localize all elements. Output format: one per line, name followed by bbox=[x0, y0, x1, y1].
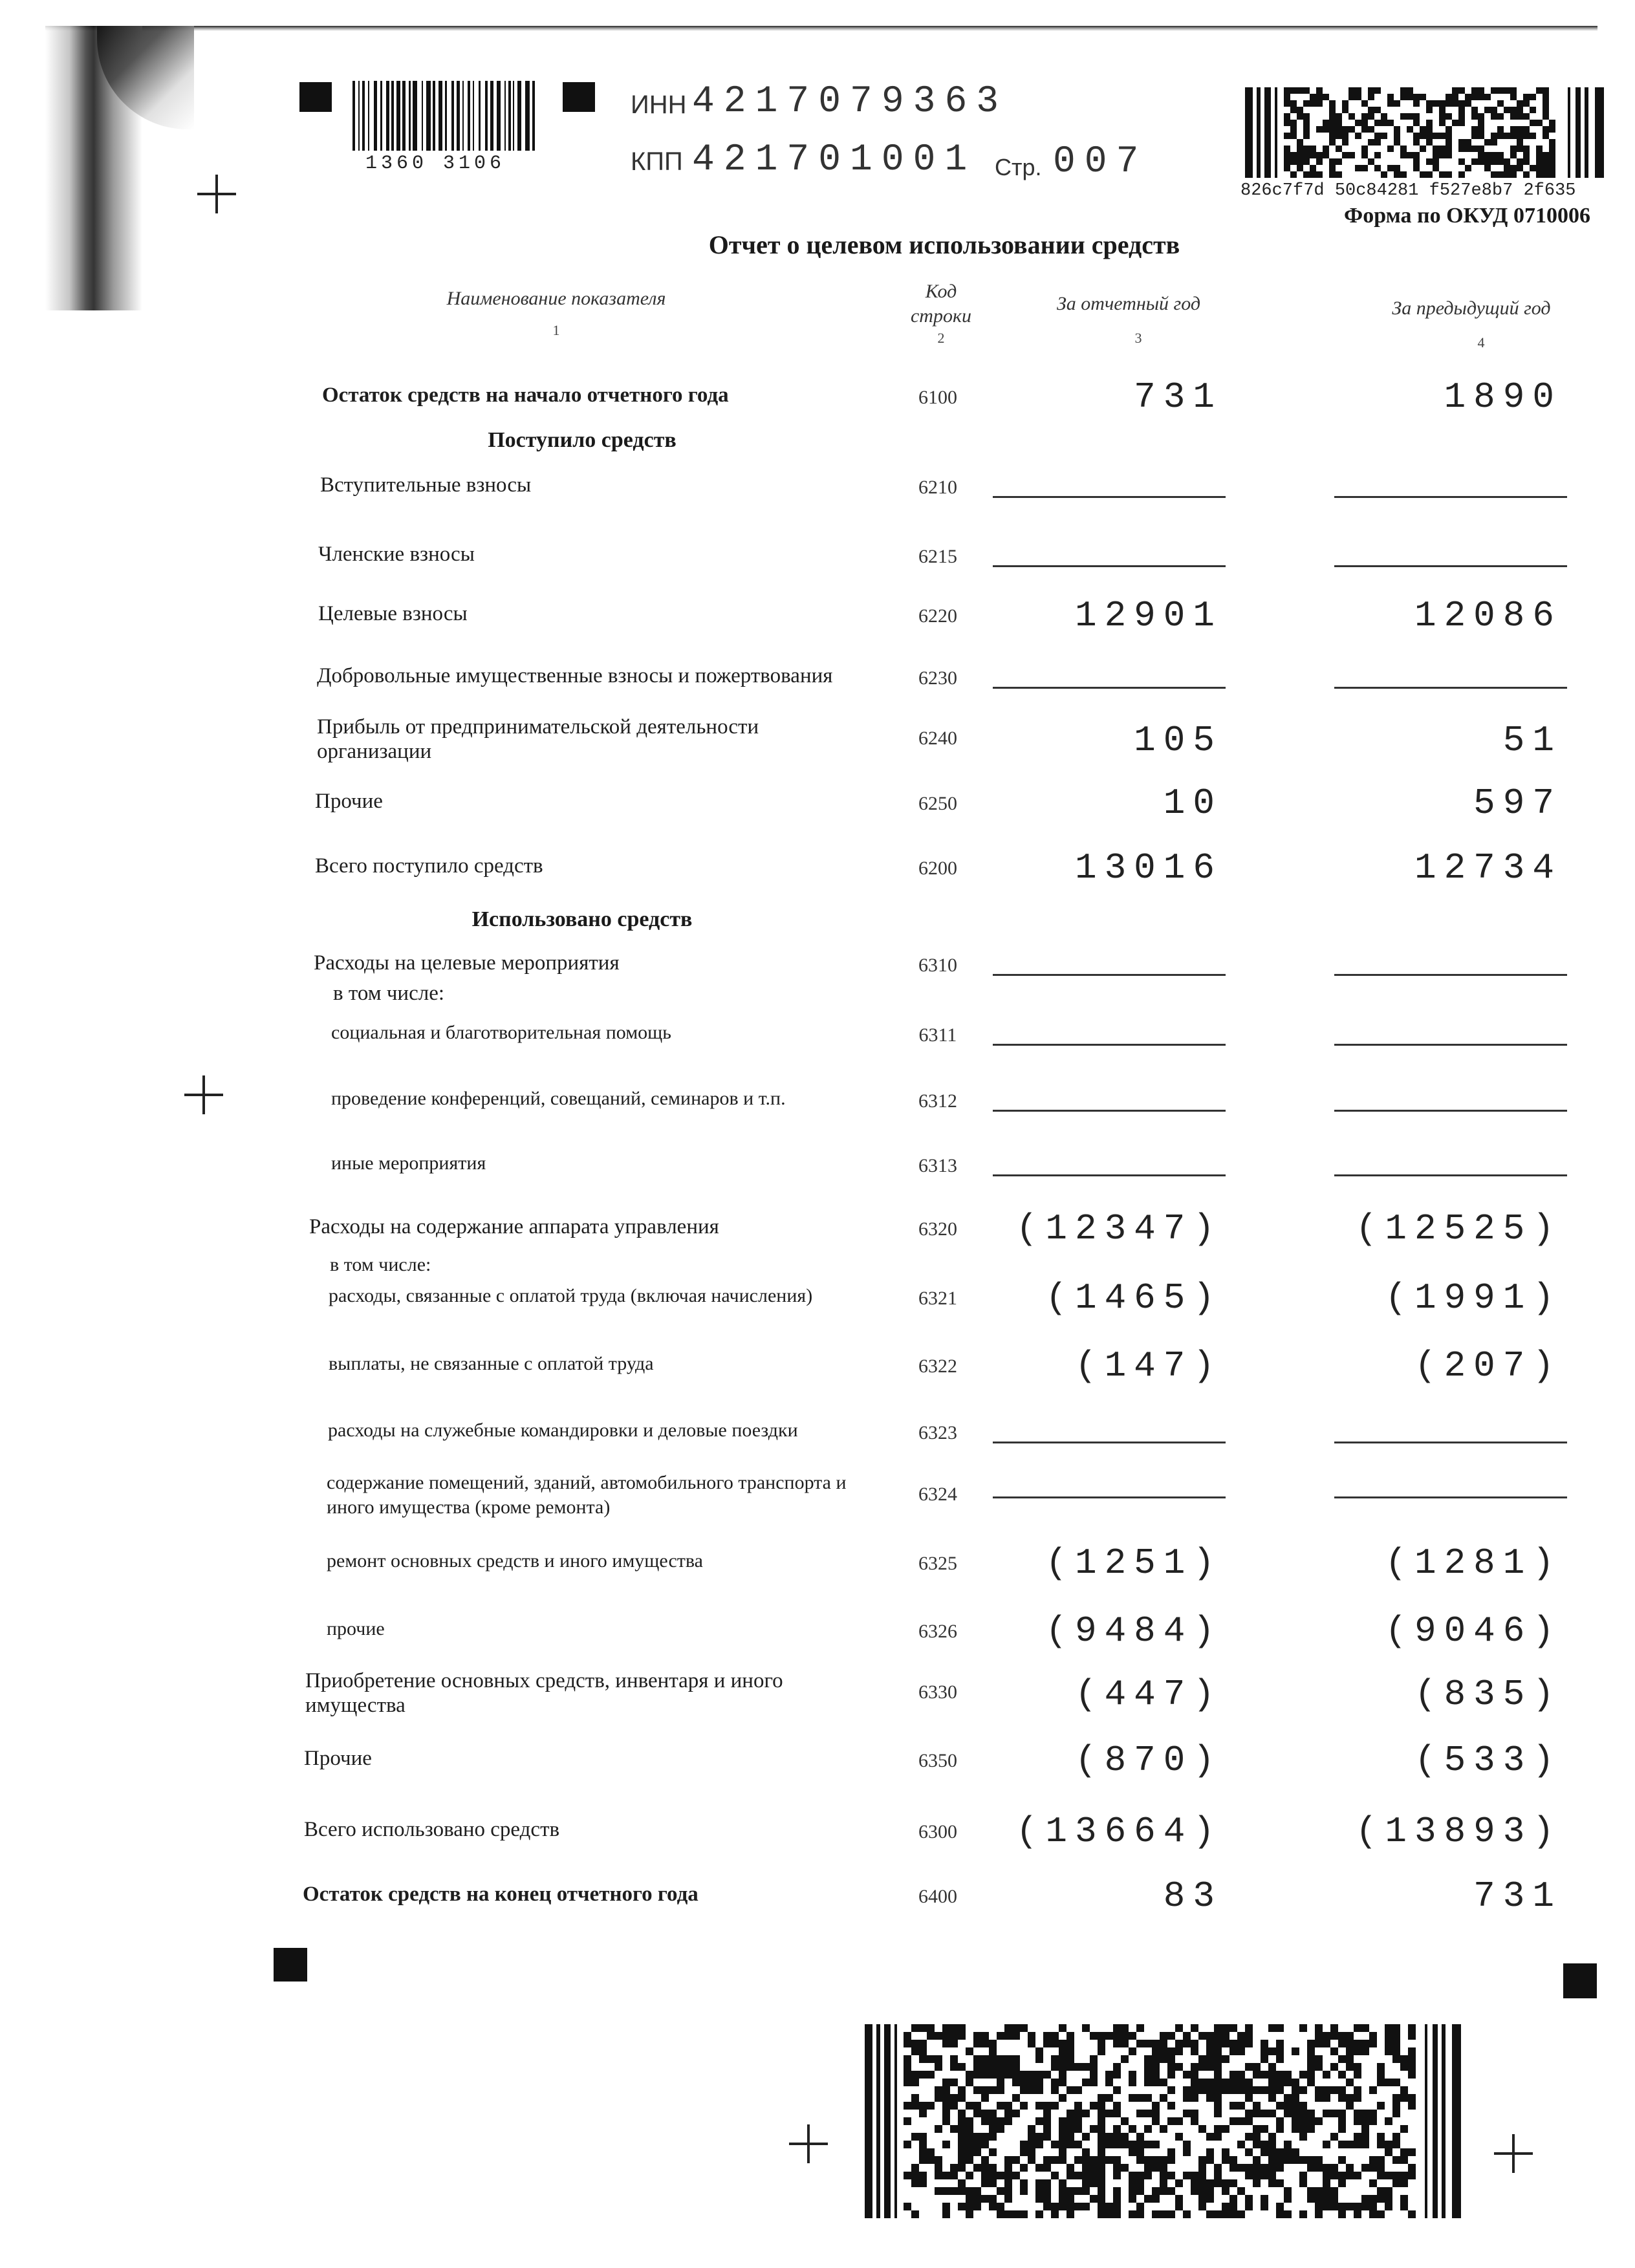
current-year-value: (447) bbox=[1074, 1674, 1222, 1715]
current-year-value: 105 bbox=[1134, 720, 1222, 761]
current-year-value: (12347) bbox=[1015, 1208, 1222, 1249]
current-year-value: 731 bbox=[1134, 376, 1222, 418]
row-code: 6210 bbox=[918, 477, 957, 498]
current-year-value: (1465) bbox=[1045, 1277, 1222, 1319]
current-year-value: 10 bbox=[1163, 783, 1222, 824]
registration-mark-top-left bbox=[299, 82, 332, 112]
inn-label: ИНН bbox=[631, 91, 687, 119]
page-title: Отчет о целевом использовании средств bbox=[708, 230, 1180, 259]
registration-mark-bottom-right bbox=[1563, 1963, 1597, 1998]
table-row bbox=[0, 473, 1635, 512]
row-code: 6300 bbox=[918, 1821, 957, 1842]
registration-mark-top-center bbox=[563, 82, 595, 112]
previous-year-value: 12734 bbox=[1414, 847, 1562, 889]
previous-year-value: 51 bbox=[1502, 720, 1562, 761]
row-name: выплаты, не связанные с оплатой труда bbox=[329, 1353, 654, 1374]
empty-value-dash bbox=[993, 974, 1226, 976]
row-name: ремонт основных средств и иного имущества bbox=[327, 1550, 703, 1571]
previous-year-value: (1281) bbox=[1385, 1542, 1562, 1584]
current-year-value: (147) bbox=[1074, 1345, 1222, 1387]
table-row bbox=[0, 1277, 1635, 1323]
row-name: Расходы на содержание аппарата управления bbox=[309, 1215, 719, 1238]
kpp-label: КПП bbox=[631, 147, 683, 176]
previous-year-value: 12086 bbox=[1414, 595, 1562, 636]
row-code: 6230 bbox=[918, 667, 957, 689]
table-row bbox=[0, 1086, 1635, 1125]
row-name: расходы на служебные командировки и деловые поездки bbox=[328, 1420, 798, 1441]
row-name: прочие bbox=[327, 1618, 385, 1639]
previous-year-value: 597 bbox=[1473, 783, 1562, 824]
previous-year-value: (12525) bbox=[1355, 1208, 1562, 1249]
empty-value-dash bbox=[1334, 565, 1567, 567]
row-name: социальная и благотворительная помощь bbox=[331, 1022, 671, 1043]
previous-year-value: (207) bbox=[1414, 1345, 1562, 1387]
current-year-value: 13016 bbox=[1074, 847, 1222, 889]
previous-year-value: 1890 bbox=[1444, 376, 1562, 418]
current-year-value: 12901 bbox=[1074, 595, 1222, 636]
empty-value-dash bbox=[993, 1044, 1226, 1046]
table-row bbox=[0, 542, 1635, 581]
row-name: Всего использовано средств bbox=[304, 1818, 560, 1841]
row-code: 6220 bbox=[918, 605, 957, 627]
row-name: в том числе: bbox=[333, 982, 445, 1005]
row-name: Прочие bbox=[315, 790, 383, 813]
row-code: 6250 bbox=[918, 793, 957, 814]
kpp-value: 421701001 bbox=[692, 139, 977, 181]
empty-value-dash bbox=[1334, 687, 1567, 689]
table-row bbox=[0, 1875, 1635, 1921]
previous-year-value: 731 bbox=[1473, 1875, 1562, 1917]
current-year-value: (1251) bbox=[1045, 1542, 1222, 1584]
row-name: иные мероприятия bbox=[331, 1152, 486, 1174]
row-name: Прибыль от предпринимательской деятельности организации bbox=[317, 715, 759, 763]
empty-value-dash bbox=[1334, 1044, 1567, 1046]
row-code: 6310 bbox=[918, 955, 957, 976]
row-name: расходы, связанные с оплатой труда (включая начисления) bbox=[329, 1285, 813, 1306]
column-header-code: Код строки bbox=[910, 281, 971, 327]
empty-value-dash bbox=[993, 1174, 1226, 1176]
row-name: Приобретение основных средств, инвентаря и иного имущества bbox=[305, 1669, 783, 1717]
row-name: содержание помещений, зданий, автомобильного транспорта и иного имущества (кроме ремонта) bbox=[327, 1472, 847, 1518]
column-number-1: 1 bbox=[552, 322, 560, 338]
section-header-received: Поступило средств bbox=[488, 428, 677, 452]
matrix-barcode-top bbox=[1245, 87, 1604, 178]
registration-mark-bottom-left bbox=[274, 1948, 307, 1982]
row-code: 6330 bbox=[918, 1681, 957, 1703]
row-name: в том числе: bbox=[330, 1254, 431, 1275]
scan-edge-shadow bbox=[45, 26, 1597, 31]
current-year-value: (870) bbox=[1074, 1740, 1222, 1781]
row-name: Вступительные взносы bbox=[320, 473, 532, 497]
current-year-value: (9484) bbox=[1045, 1610, 1222, 1652]
previous-year-value: (1991) bbox=[1385, 1277, 1562, 1319]
matrix-barcode-bottom bbox=[865, 2024, 1461, 2218]
column-number-2: 2 bbox=[937, 330, 945, 346]
empty-value-dash bbox=[1334, 496, 1567, 498]
page-label: Стр. bbox=[995, 154, 1042, 180]
row-code: 6326 bbox=[918, 1621, 957, 1642]
table-row bbox=[0, 715, 1635, 763]
table-row bbox=[0, 1208, 1635, 1253]
row-name: Остаток средств на конец отчетного года bbox=[303, 1883, 698, 1906]
row-code: 6350 bbox=[918, 1750, 957, 1771]
table-row bbox=[0, 847, 1635, 892]
crosshair-mark bbox=[789, 2124, 828, 2163]
row-name: Прочие bbox=[304, 1747, 372, 1770]
row-code: 6313 bbox=[918, 1155, 957, 1176]
okud-form-label: Форма по ОКУД 0710006 bbox=[1344, 204, 1590, 228]
row-code: 6320 bbox=[918, 1218, 957, 1240]
empty-value-dash bbox=[993, 565, 1226, 567]
row-name: Членские взносы bbox=[318, 543, 475, 566]
document-hash: 826c7f7d 50c84281 f527e8b7 2f635 bbox=[1240, 181, 1576, 200]
empty-value-dash bbox=[1334, 1496, 1567, 1498]
previous-year-value: (533) bbox=[1414, 1740, 1562, 1781]
column-header-current-year: За отчетный год bbox=[1056, 293, 1201, 314]
table-row bbox=[0, 1345, 1635, 1390]
empty-value-dash bbox=[993, 1442, 1226, 1443]
table-row bbox=[0, 1740, 1635, 1785]
table-row bbox=[0, 1151, 1635, 1190]
table-row bbox=[0, 1610, 1635, 1656]
column-number-3: 3 bbox=[1134, 330, 1142, 346]
crosshair-mark bbox=[197, 175, 236, 213]
empty-value-dash bbox=[1334, 974, 1567, 976]
row-code: 6200 bbox=[918, 858, 957, 879]
table-row bbox=[0, 1418, 1635, 1457]
table-row bbox=[0, 1021, 1635, 1059]
page-value: 007 bbox=[1053, 141, 1148, 183]
inn-value: 4217079363 bbox=[692, 81, 1008, 123]
empty-value-dash bbox=[1334, 1110, 1567, 1112]
table-row bbox=[0, 595, 1635, 640]
empty-value-dash bbox=[993, 496, 1226, 498]
empty-value-dash bbox=[993, 1110, 1226, 1112]
row-name: Остаток средств на начало отчетного года bbox=[322, 383, 729, 407]
row-code: 6100 bbox=[918, 387, 957, 408]
table-row bbox=[0, 1471, 1635, 1518]
row-code: 6400 bbox=[918, 1886, 957, 1907]
row-code: 6215 bbox=[918, 546, 957, 567]
row-code: 6321 bbox=[918, 1288, 957, 1309]
table-row bbox=[0, 376, 1635, 422]
column-number-4: 4 bbox=[1477, 334, 1485, 351]
empty-value-dash bbox=[1334, 1174, 1567, 1176]
row-name: Целевые взносы bbox=[318, 602, 468, 625]
section-header-used: Использовано средств bbox=[471, 907, 693, 931]
column-header-previous-year: За предыдущий год bbox=[1392, 297, 1551, 319]
previous-year-value: (13893) bbox=[1355, 1811, 1562, 1852]
table-row bbox=[0, 1811, 1635, 1856]
previous-year-value: (9046) bbox=[1385, 1610, 1562, 1652]
row-code: 6312 bbox=[918, 1090, 957, 1112]
barcode-number: 1360 3106 bbox=[365, 153, 506, 175]
crosshair-mark bbox=[1494, 2134, 1533, 2173]
row-name: Добровольные имущественные взносы и пожертвования bbox=[317, 664, 833, 687]
row-code: 6240 bbox=[918, 728, 957, 749]
column-header-name: Наименование показателя bbox=[446, 288, 666, 309]
table-row bbox=[0, 664, 1635, 702]
current-year-value: 83 bbox=[1163, 1875, 1222, 1917]
empty-value-dash bbox=[993, 1496, 1226, 1498]
row-code: 6322 bbox=[918, 1355, 957, 1377]
row-code: 6325 bbox=[918, 1553, 957, 1574]
row-name: Расходы на целевые мероприятия bbox=[314, 951, 620, 975]
row-name: проведение конференций, совещаний, семинаров и т.п. bbox=[331, 1088, 786, 1109]
table-row bbox=[0, 981, 1635, 1020]
linear-barcode bbox=[352, 81, 540, 155]
table-row bbox=[0, 1669, 1635, 1717]
current-year-value: (13664) bbox=[1015, 1811, 1222, 1852]
previous-year-value: (835) bbox=[1414, 1674, 1562, 1715]
table-row bbox=[0, 1542, 1635, 1588]
row-code: 6323 bbox=[918, 1422, 957, 1443]
empty-value-dash bbox=[993, 687, 1226, 689]
row-name: Всего поступило средств bbox=[315, 854, 543, 878]
table-row bbox=[0, 783, 1635, 828]
row-code: 6324 bbox=[918, 1484, 957, 1505]
row-code: 6311 bbox=[918, 1024, 957, 1046]
empty-value-dash bbox=[1334, 1442, 1567, 1443]
